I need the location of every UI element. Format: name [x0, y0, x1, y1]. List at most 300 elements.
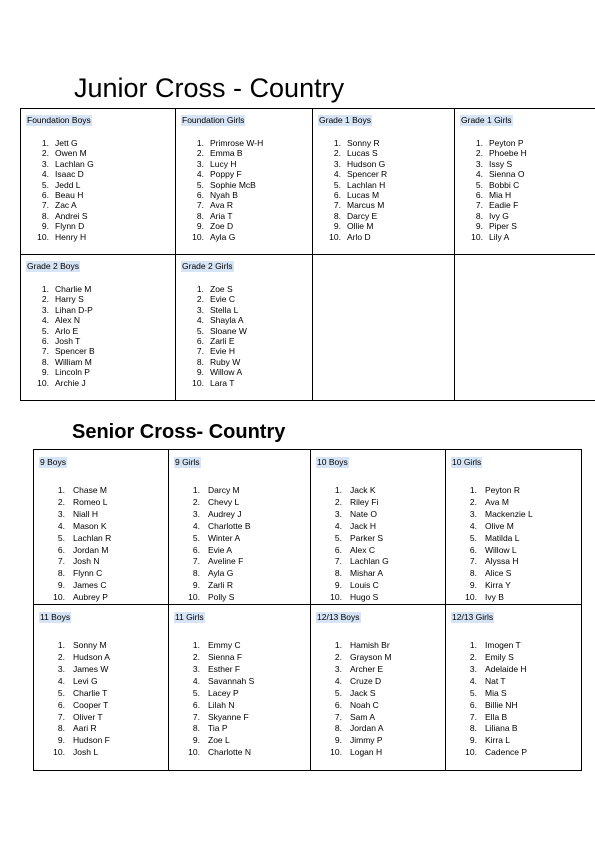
list-item	[311, 712, 445, 724]
student-name: Lily A	[489, 231, 510, 242]
list-item	[21, 211, 175, 221]
list-number: 2.	[57, 651, 65, 662]
list-number: 1.	[469, 640, 477, 651]
empty-cell	[455, 255, 595, 401]
student-name: Esther F	[208, 663, 241, 674]
student-name: Mia H	[489, 190, 512, 201]
student-name: Lachlan G	[350, 556, 389, 567]
list-number: 1.	[192, 485, 200, 495]
student-name: Grayson M	[350, 651, 392, 662]
student-name: Sloane W	[210, 325, 247, 336]
student-name: Aveline F	[208, 556, 244, 567]
list-item	[311, 640, 445, 652]
name-list	[311, 640, 445, 759]
list-item	[34, 735, 168, 747]
list-number: 3.	[57, 508, 65, 519]
name-list	[176, 284, 312, 388]
student-name: Savannah S	[208, 675, 255, 686]
list-number: 8.	[57, 568, 65, 579]
list-number: 9.	[334, 580, 342, 591]
list-number: 5.	[333, 179, 341, 190]
student-name: Nat T	[485, 675, 506, 686]
list-item	[311, 592, 445, 604]
student-name: Arlo D	[347, 231, 371, 242]
list-item	[34, 700, 168, 712]
student-name: Alice S	[485, 568, 512, 579]
empty-cell	[313, 255, 455, 401]
student-name: Ava R	[210, 200, 233, 211]
student-name: Imogen T	[485, 640, 521, 651]
student-name: Mishar A	[350, 568, 384, 579]
senior-group-cell	[446, 605, 582, 771]
student-name: Jack H	[350, 520, 376, 531]
student-name: Ivy G	[489, 210, 509, 221]
list-item	[169, 533, 310, 545]
list-number: 8.	[196, 210, 204, 221]
group-heading: Grade 1 Boys	[319, 115, 371, 125]
list-item	[446, 640, 581, 652]
list-item	[34, 640, 168, 652]
list-number: 3.	[469, 508, 477, 519]
senior-group-cell	[169, 605, 311, 771]
group-heading: Grade 1 Girls	[461, 115, 512, 125]
student-name: Alex C	[350, 544, 376, 555]
student-name: Flynn D	[55, 221, 85, 232]
list-item	[169, 700, 310, 712]
list-item	[169, 723, 310, 735]
student-name: Jack S	[350, 687, 376, 698]
student-name: Darcy M	[208, 485, 240, 495]
student-name: Peyton P	[489, 138, 524, 148]
student-name: Lincoln P	[55, 367, 90, 378]
list-number: 5.	[469, 532, 477, 543]
list-number: 2.	[469, 496, 477, 507]
junior-group-cell	[21, 255, 176, 401]
student-name: Audrey J	[208, 508, 242, 519]
list-number: 3.	[196, 158, 204, 169]
list-item	[21, 169, 175, 179]
list-number: 10.	[188, 747, 200, 758]
list-number: 9.	[333, 221, 341, 232]
list-number: 10.	[192, 231, 204, 242]
student-name: Sam A	[350, 711, 376, 722]
list-number: 6.	[469, 699, 477, 710]
list-number: 9.	[192, 735, 200, 746]
list-number: 7.	[469, 711, 477, 722]
senior-team-table	[33, 449, 582, 771]
list-number: 1.	[196, 284, 204, 294]
list-number: 9.	[41, 367, 49, 378]
list-item	[176, 315, 312, 325]
senior-group-cell	[34, 605, 169, 771]
student-name: Primrose W-H	[210, 138, 264, 148]
list-number: 7.	[333, 200, 341, 211]
list-item	[34, 747, 168, 759]
list-number: 3.	[475, 158, 483, 169]
list-number: 5.	[469, 687, 477, 698]
student-name: Billie NH	[485, 699, 518, 710]
group-heading: 9 Boys	[40, 457, 66, 467]
student-name: Aubrey P	[73, 592, 108, 603]
list-number: 4.	[196, 169, 204, 180]
student-name: Lilah N	[208, 699, 235, 710]
list-number: 10.	[471, 231, 483, 242]
list-item	[455, 180, 595, 190]
list-item	[176, 221, 312, 231]
list-number: 7.	[334, 711, 342, 722]
student-name: Adelaide H	[485, 663, 527, 674]
group-heading: 12/13 Boys	[317, 612, 360, 623]
list-item	[21, 190, 175, 200]
list-item	[446, 509, 581, 521]
student-name: Issy S	[489, 158, 513, 169]
student-name: Ava M	[485, 496, 509, 507]
student-name: Ruby W	[210, 356, 241, 367]
student-name: Andrei S	[55, 210, 88, 221]
student-name: Kirra L	[485, 735, 511, 746]
list-number: 6.	[57, 544, 65, 555]
list-item	[446, 497, 581, 509]
list-item	[311, 652, 445, 664]
list-number: 1.	[41, 138, 49, 148]
student-name: Zarli E	[210, 336, 235, 347]
student-name: Noah C	[350, 699, 379, 710]
student-name: Lachlan G	[55, 158, 94, 169]
group-heading: 10 Boys	[317, 457, 348, 467]
list-number: 3.	[469, 663, 477, 674]
list-item	[169, 592, 310, 604]
student-name: Jordan M	[73, 544, 109, 555]
list-number: 2.	[475, 148, 483, 159]
student-name: Eadie F	[489, 200, 519, 211]
list-number: 4.	[192, 675, 200, 686]
list-item	[446, 688, 581, 700]
student-name: Owen M	[55, 148, 87, 159]
list-number: 10.	[465, 592, 477, 603]
group-heading: Foundation Girls	[182, 115, 245, 125]
list-number: 10.	[37, 377, 49, 388]
list-number: 4.	[57, 520, 65, 531]
list-number: 1.	[192, 640, 200, 651]
junior-group-cell	[455, 109, 595, 255]
name-list	[446, 640, 581, 759]
list-item	[21, 138, 175, 148]
student-name: Zac A	[55, 200, 77, 211]
senior-group-cell	[169, 450, 311, 605]
list-number: 10.	[37, 231, 49, 242]
list-item	[446, 735, 581, 747]
student-name: Sonny M	[73, 640, 107, 651]
senior-group-cell	[311, 450, 446, 605]
student-name: Evie A	[208, 544, 233, 555]
list-item	[169, 580, 310, 592]
student-name: Mia S	[485, 687, 507, 698]
student-name: Stella L	[210, 304, 239, 315]
list-number: 7.	[41, 346, 49, 357]
list-item	[455, 148, 595, 158]
list-number: 5.	[334, 532, 342, 543]
list-number: 8.	[333, 210, 341, 221]
list-item	[169, 652, 310, 664]
student-name: Skyanne F	[208, 711, 249, 722]
list-item	[21, 378, 175, 388]
list-item	[169, 688, 310, 700]
list-item	[446, 723, 581, 735]
list-item	[169, 521, 310, 533]
name-list	[34, 485, 168, 604]
list-number: 2.	[192, 651, 200, 662]
list-item	[34, 533, 168, 545]
student-name: Shayla A	[210, 315, 244, 326]
list-item	[311, 688, 445, 700]
list-number: 4.	[41, 169, 49, 180]
list-item	[34, 521, 168, 533]
list-number: 8.	[41, 210, 49, 221]
list-item	[176, 305, 312, 315]
student-name: Poppy F	[210, 169, 242, 180]
list-item	[455, 221, 595, 231]
list-number: 6.	[469, 544, 477, 555]
student-name: Cadence P	[485, 747, 528, 758]
list-number: 1.	[196, 138, 204, 148]
list-item	[311, 545, 445, 557]
student-name: Emily S	[485, 651, 514, 662]
name-list	[311, 485, 445, 604]
junior-group-cell	[21, 109, 176, 255]
student-name: Mason K	[73, 520, 107, 531]
list-number: 7.	[475, 200, 483, 211]
student-name: Peyton R	[485, 485, 520, 495]
student-name: Zarli R	[208, 580, 234, 591]
student-name: Alex N	[55, 315, 81, 326]
list-number: 5.	[475, 179, 483, 190]
student-name: Ella B	[485, 711, 508, 722]
student-name: Zoe S	[210, 284, 233, 294]
list-item	[313, 180, 454, 190]
list-number: 10.	[329, 231, 341, 242]
list-item	[169, 568, 310, 580]
list-number: 7.	[192, 711, 200, 722]
list-item	[21, 221, 175, 231]
list-number: 3.	[334, 663, 342, 674]
list-number: 9.	[334, 735, 342, 746]
list-number: 8.	[192, 723, 200, 734]
list-number: 5.	[41, 179, 49, 190]
student-name: Jordan A	[350, 723, 384, 734]
student-name: Lucas M	[347, 190, 380, 201]
student-name: Charlie M	[55, 284, 92, 294]
list-item	[176, 326, 312, 336]
list-item	[455, 159, 595, 169]
list-number: 3.	[192, 508, 200, 519]
junior-group-cell	[176, 109, 313, 255]
list-item	[313, 211, 454, 221]
group-heading: 11 Boys	[40, 612, 71, 623]
student-name: Louis C	[350, 580, 379, 591]
list-number: 8.	[41, 356, 49, 367]
list-item	[34, 545, 168, 557]
list-number: 2.	[192, 496, 200, 507]
list-number: 9.	[469, 580, 477, 591]
student-name: Lachlan H	[347, 179, 386, 190]
list-number: 4.	[57, 675, 65, 686]
list-item	[311, 700, 445, 712]
list-number: 10.	[465, 747, 477, 758]
list-item	[21, 232, 175, 242]
student-name: Nate O	[350, 508, 377, 519]
list-item	[176, 378, 312, 388]
student-name: James W	[73, 663, 109, 674]
list-number: 2.	[334, 651, 342, 662]
list-number: 3.	[192, 663, 200, 674]
list-item	[446, 556, 581, 568]
junior-group-cell	[176, 255, 313, 401]
list-number: 9.	[469, 735, 477, 746]
name-list	[169, 485, 310, 604]
student-name: Niall H	[73, 508, 99, 519]
student-name: Willow A	[210, 367, 243, 378]
list-number: 10.	[192, 377, 204, 388]
list-number: 7.	[41, 200, 49, 211]
list-item	[169, 664, 310, 676]
list-item	[313, 169, 454, 179]
list-item	[176, 232, 312, 242]
student-name: Chevy L	[208, 496, 240, 507]
list-item	[446, 592, 581, 604]
list-number: 4.	[41, 315, 49, 326]
list-item	[311, 747, 445, 759]
student-name: Charlotte B	[208, 520, 251, 531]
list-item	[169, 545, 310, 557]
group-heading: 12/13 Girls	[452, 612, 494, 623]
list-item	[34, 652, 168, 664]
student-name: Tia P	[208, 723, 228, 734]
list-item	[311, 556, 445, 568]
list-item	[34, 568, 168, 580]
list-item	[446, 712, 581, 724]
student-name: Jett G	[55, 138, 78, 148]
list-number: 2.	[334, 496, 342, 507]
student-name: William M	[55, 356, 92, 367]
list-number: 6.	[196, 190, 204, 201]
list-item	[21, 159, 175, 169]
student-name: Harry S	[55, 294, 84, 305]
student-name: Mackenzie L	[485, 508, 533, 519]
list-item	[169, 497, 310, 509]
list-number: 7.	[196, 200, 204, 211]
name-list	[176, 138, 312, 242]
name-list	[21, 284, 175, 388]
list-number: 2.	[196, 148, 204, 159]
list-number: 6.	[334, 544, 342, 555]
list-item	[169, 747, 310, 759]
student-name: Zoe L	[208, 735, 230, 746]
group-heading: Foundation Boys	[27, 115, 91, 125]
student-name: Josh N	[73, 556, 100, 567]
list-item	[313, 159, 454, 169]
list-number: 5.	[57, 532, 65, 543]
student-name: Beau H	[55, 190, 84, 201]
student-name: Marcus M	[347, 200, 385, 211]
student-name: Archer E	[350, 663, 384, 674]
list-item	[311, 676, 445, 688]
student-name: Logan H	[350, 747, 383, 758]
list-number: 1.	[334, 485, 342, 495]
name-list	[21, 138, 175, 242]
list-number: 1.	[333, 138, 341, 148]
list-item	[311, 485, 445, 497]
student-name: Aria T	[210, 210, 233, 221]
list-number: 10.	[330, 747, 342, 758]
list-number: 7.	[57, 711, 65, 722]
student-name: Nyah B	[210, 190, 238, 201]
student-name: Phoebe H	[489, 148, 527, 159]
list-number: 9.	[192, 580, 200, 591]
list-number: 9.	[41, 221, 49, 232]
list-item	[446, 747, 581, 759]
list-item	[21, 357, 175, 367]
student-name: Sienna F	[208, 651, 243, 662]
student-name: Lachlan R	[73, 532, 112, 543]
student-name: Jack K	[350, 485, 376, 495]
name-list	[455, 138, 595, 242]
list-number: 7.	[196, 346, 204, 357]
student-name: Bobbi C	[489, 179, 520, 190]
list-item	[34, 509, 168, 521]
list-number: 2.	[333, 148, 341, 159]
list-number: 1.	[57, 640, 65, 651]
list-number: 6.	[57, 699, 65, 710]
list-number: 3.	[57, 663, 65, 674]
student-name: Archie J	[55, 377, 86, 388]
senior-group-cell	[311, 605, 446, 771]
list-number: 2.	[469, 651, 477, 662]
student-name: Lara T	[210, 377, 235, 388]
name-list	[446, 485, 581, 604]
student-name: Charlie T	[73, 687, 108, 698]
list-item	[176, 294, 312, 304]
list-item	[446, 700, 581, 712]
list-number: 9.	[57, 735, 65, 746]
list-item	[311, 497, 445, 509]
student-name: Liliana B	[485, 723, 518, 734]
list-item	[455, 200, 595, 210]
list-number: 2.	[41, 294, 49, 305]
student-name: James C	[73, 580, 107, 591]
list-number: 1.	[469, 485, 477, 495]
list-item	[446, 485, 581, 497]
list-item	[455, 211, 595, 221]
senior-title: Senior Cross- Country	[72, 421, 286, 443]
list-item	[21, 294, 175, 304]
list-number: 3.	[196, 304, 204, 315]
list-number: 6.	[41, 336, 49, 347]
student-name: Parker S	[350, 532, 384, 543]
student-name: Sienna O	[489, 169, 525, 180]
list-item	[446, 533, 581, 545]
name-list	[313, 138, 454, 242]
student-name: Levi G	[73, 675, 98, 686]
junior-group-cell	[313, 109, 455, 255]
student-name: Hudson G	[347, 158, 386, 169]
list-item	[311, 664, 445, 676]
student-name: Josh T	[55, 336, 81, 347]
list-item	[21, 326, 175, 336]
group-heading: 10 Girls	[452, 457, 482, 467]
list-number: 1.	[334, 640, 342, 651]
list-number: 9.	[57, 580, 65, 591]
list-item	[176, 180, 312, 190]
